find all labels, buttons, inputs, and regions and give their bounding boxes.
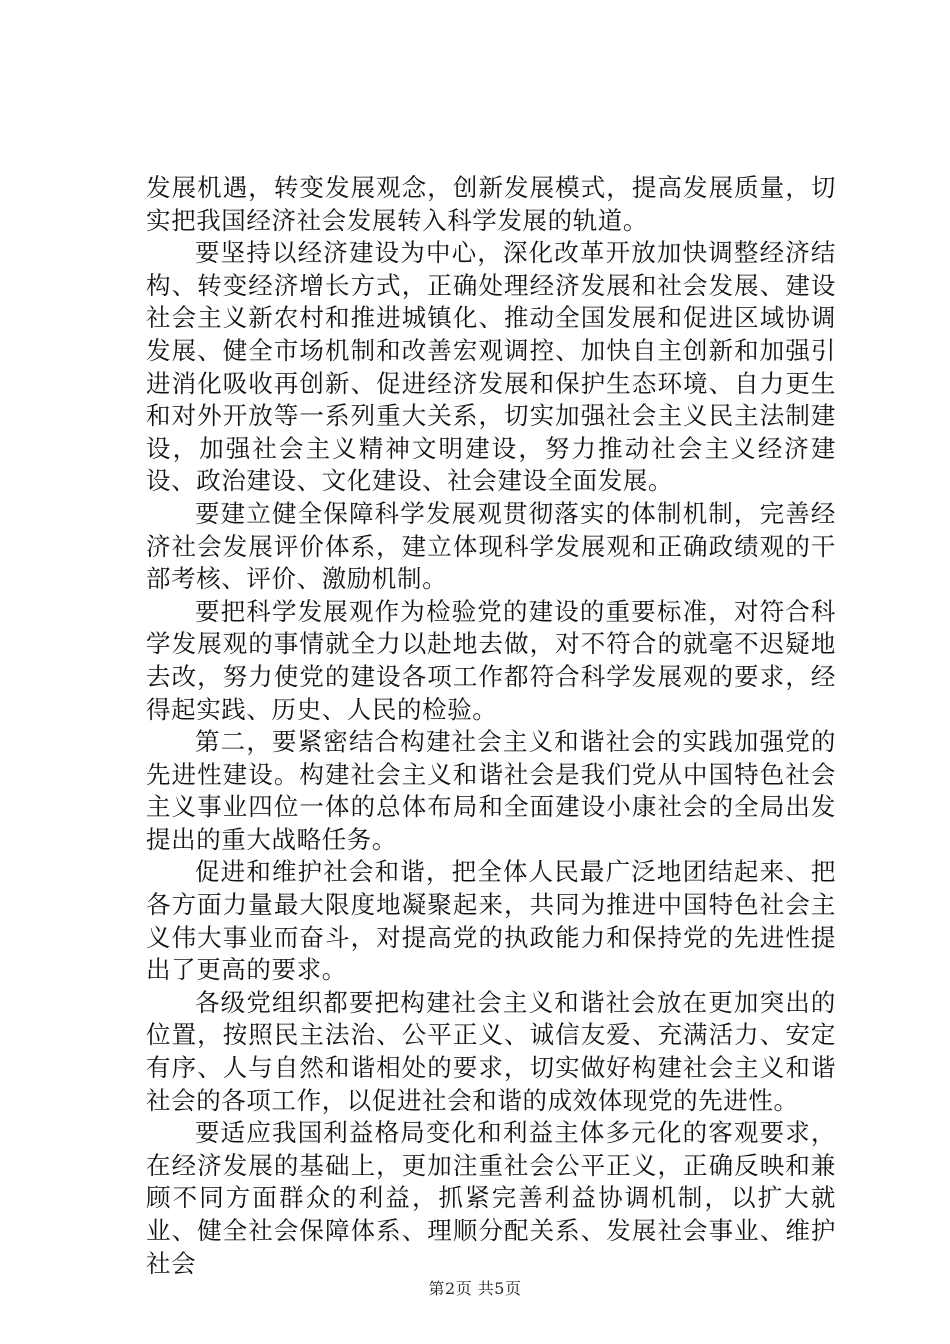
document-body [146,172,836,1280]
paragraph: 第二，要紧密结合构建社会主义和谐社会的实践加强党的先进性建设。构建社会主义和谐社会是我们党从中国特色社会主义事业四位一体的总体布局和全面建设小康社会的全局出发提出的重大战略任务。 [146,727,836,854]
paragraph: 要适应我国利益格局变化和利益主体多元化的客观要求，在经济发展的基础上，更加注重社会公平正义，正确反映和兼顾不同方面群众的利益，抓紧完善利益协调机制，以扩大就业、健全社会保障体系、理顺分配关系、发展社会事业、维护社会 [146,1118,836,1278]
page-number-footer: 第2页 共5页 [428,1279,522,1298]
paragraph: 要建立健全保障科学发展观贯彻落实的体制机制，完善经济社会发展评价体系，建立体现科学发展观和正确政绩观的干部考核、评价、激励机制。 [146,498,836,594]
paragraph: 各级党组织都要把构建社会主义和谐社会放在更加突出的位置，按照民主法治、公平正义、诚信友爱、充满活力、安定有序、人与自然和谐相处的要求，切实做好构建社会主义和谐社会的各项工作，以促进社会和谐的成效体现党的先进性。 [146,987,836,1115]
paragraph: 促进和维护社会和谐，把全体人民最广泛地团结起来、把各方面力量最大限度地凝聚起来，共同为推进中国特色社会主义伟大事业而奋斗，对提高党的执政能力和保持党的先进性提出了更高的要求。 [146,857,836,985]
paragraph: 要把科学发展观作为检验党的建设的重要标准，对符合科学发展观的事情就全力以赴地去做，对不符合的就毫不迟疑地去改，努力使党的建设各项工作都符合科学发展观的要求，经得起实践、历史、人民的检验。 [146,596,836,724]
paragraph-continuation: 发展机遇，转变发展观念，创新发展模式，提高发展质量，切实把我国经济社会发展转入科学发展的轨道。 [146,173,836,235]
paragraph: 要坚持以经济建设为中心，深化改革开放加快调整经济结构、转变经济增长方式，正确处理经济发展和社会发展、建设社会主义新农村和推进城镇化、推动全国发展和促进区域协调发展、健全市场机制和改善宏观调控、加快自主创新和加强引进消化吸收再创新、促进经济发展和保护生态环境、自力更生和对外开放等一系列重大关系，切实加强社会主义民主法制建设，加强社会主义精神文明建设，努力推动社会主义经济建设、政治建设、文化建设、社会建设全面发展。 [146,238,836,496]
